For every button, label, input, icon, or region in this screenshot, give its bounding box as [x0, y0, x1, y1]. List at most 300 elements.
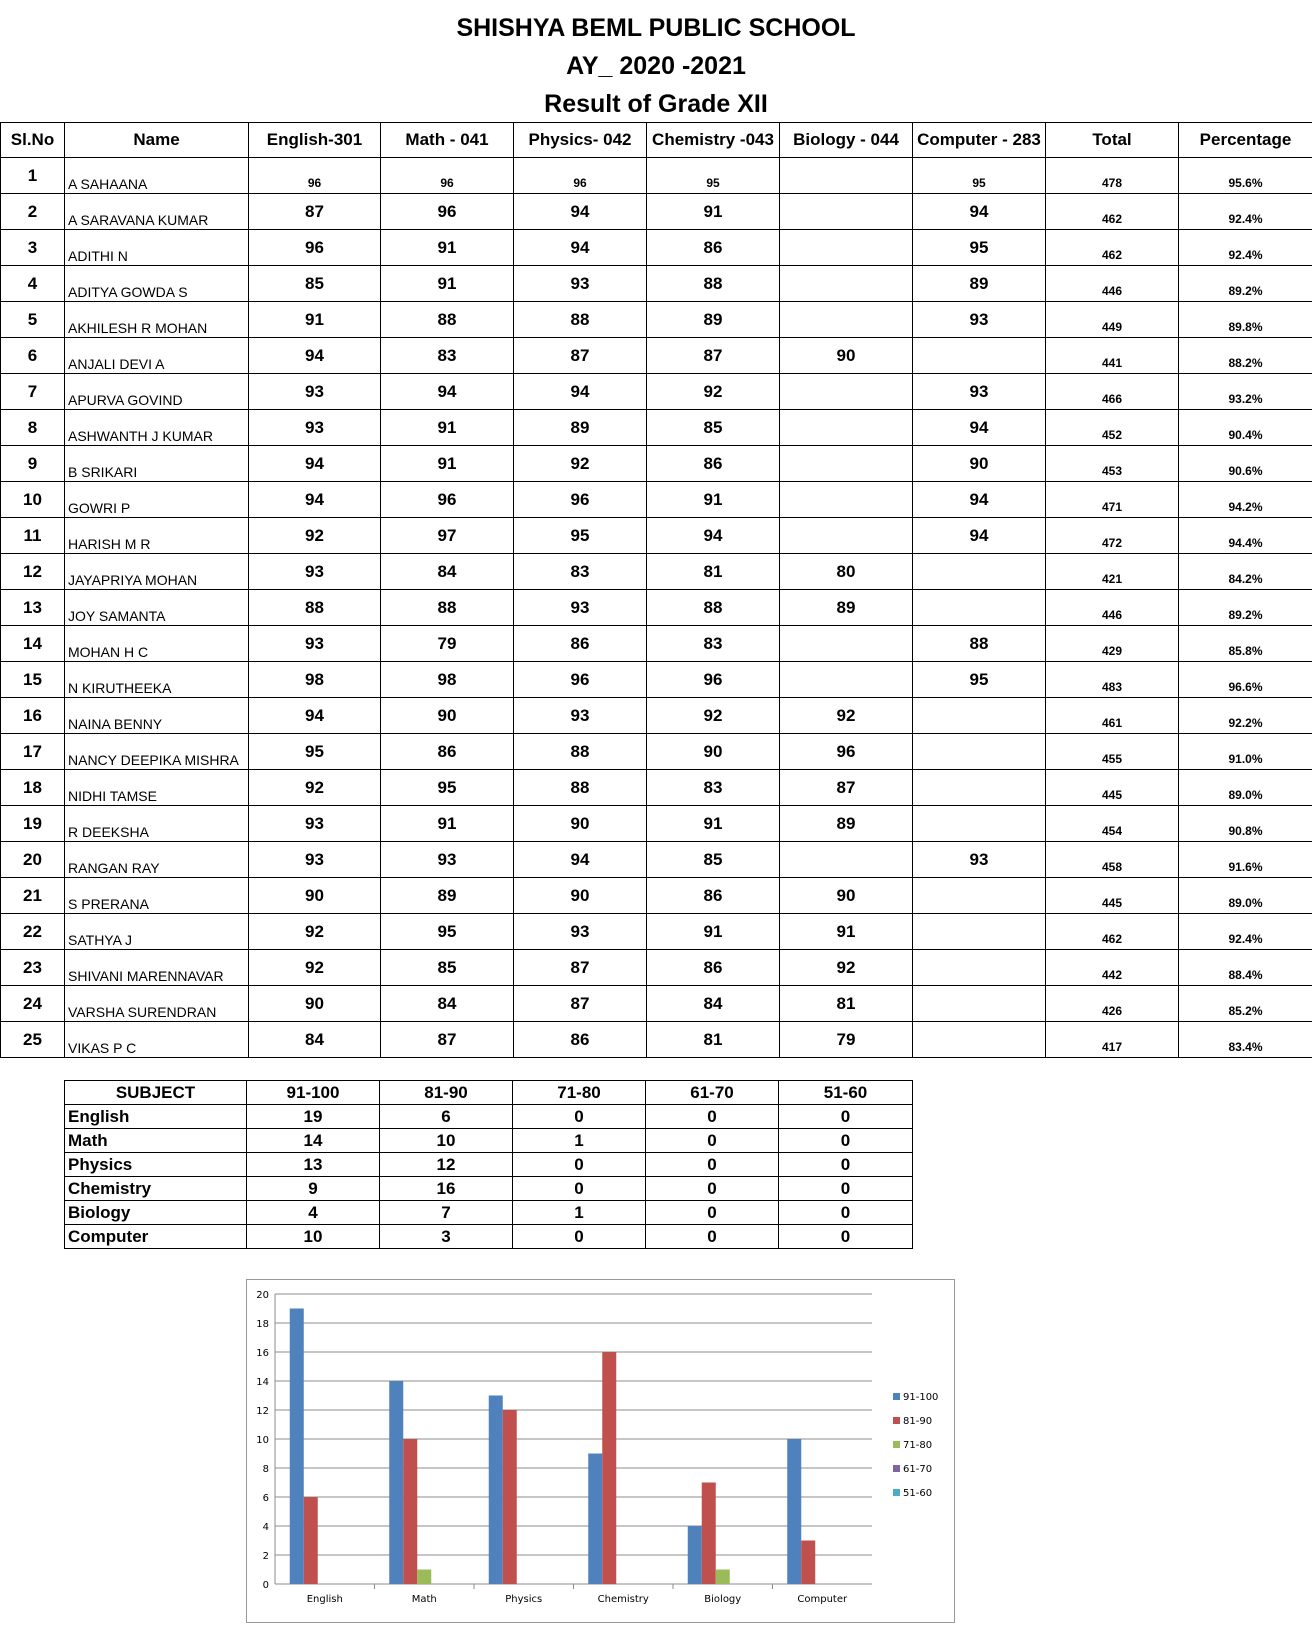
count-cell: 10 [380, 1129, 513, 1153]
subject-name: English [65, 1105, 247, 1129]
mark-cell [780, 626, 913, 662]
total-cell: 429 [1046, 626, 1179, 662]
mark-cell [913, 338, 1046, 374]
subject-name: Biology [65, 1201, 247, 1225]
student-row [1, 734, 1312, 770]
percentage-cell: 92.2% [1179, 698, 1312, 734]
count-cell: 19 [247, 1105, 380, 1129]
y-tick-label: 10 [256, 1435, 269, 1446]
x-tick-label: Biology [704, 1594, 742, 1605]
legend-label: 71-80 [903, 1440, 933, 1451]
student-row [1, 770, 1312, 806]
student-name: A SARAVANA KUMAR [65, 194, 249, 230]
total-cell: 417 [1046, 1022, 1179, 1058]
mark-cell: 88 [381, 590, 514, 626]
x-tick-label: Physics [505, 1594, 543, 1605]
legend-swatch [893, 1393, 900, 1400]
total-cell: 453 [1046, 446, 1179, 482]
mark-cell: 83 [381, 338, 514, 374]
mark-cell: 94 [913, 194, 1046, 230]
mark-cell [780, 158, 913, 194]
mark-cell: 81 [647, 554, 780, 590]
serial-number: 1 [1, 158, 65, 194]
mark-cell: 96 [647, 662, 780, 698]
mark-cell: 94 [249, 446, 381, 482]
mark-cell: 87 [249, 194, 381, 230]
student-name: ADITHI N [65, 230, 249, 266]
count-cell: 0 [779, 1177, 913, 1201]
mark-cell: 94 [514, 374, 647, 410]
mark-cell [913, 878, 1046, 914]
percentage-cell: 89.2% [1179, 266, 1312, 302]
mark-cell: 96 [249, 158, 381, 194]
mark-cell: 91 [780, 914, 913, 950]
bar [417, 1570, 431, 1585]
mark-cell: 93 [249, 626, 381, 662]
column-header: Percentage [1179, 123, 1312, 158]
mark-cell: 90 [780, 878, 913, 914]
student-row [1, 590, 1312, 626]
percentage-cell: 94.4% [1179, 518, 1312, 554]
mark-cell: 95 [381, 914, 514, 950]
mark-cell: 92 [249, 950, 381, 986]
total-cell: 462 [1046, 230, 1179, 266]
serial-number: 5 [1, 302, 65, 338]
bar [503, 1410, 517, 1584]
student-row [1, 338, 1312, 374]
percentage-cell: 95.6% [1179, 158, 1312, 194]
mark-cell: 91 [647, 482, 780, 518]
mark-cell: 86 [647, 446, 780, 482]
mark-cell: 89 [780, 590, 913, 626]
mark-cell [913, 806, 1046, 842]
mark-cell: 97 [381, 518, 514, 554]
mark-cell: 91 [249, 302, 381, 338]
student-name: R DEEKSHA [65, 806, 249, 842]
mark-cell: 93 [514, 266, 647, 302]
mark-cell: 96 [381, 158, 514, 194]
x-tick-label: English [306, 1594, 343, 1605]
legend-swatch [893, 1489, 900, 1496]
student-row [1, 626, 1312, 662]
legend-swatch [893, 1465, 900, 1472]
column-header: Chemistry -043 [647, 123, 780, 158]
percentage-cell: 89.8% [1179, 302, 1312, 338]
mark-cell: 94 [647, 518, 780, 554]
mark-cell: 96 [249, 230, 381, 266]
serial-number: 21 [1, 878, 65, 914]
student-name: MOHAN H C [65, 626, 249, 662]
student-row [1, 1022, 1312, 1058]
results-header-row [1, 123, 1312, 158]
student-name: ASHWANTH J KUMAR [65, 410, 249, 446]
count-cell: 3 [380, 1225, 513, 1249]
total-cell: 426 [1046, 986, 1179, 1022]
count-cell: 14 [247, 1129, 380, 1153]
mark-cell: 85 [249, 266, 381, 302]
serial-number: 8 [1, 410, 65, 446]
serial-number: 19 [1, 806, 65, 842]
x-tick-label: Math [411, 1594, 437, 1605]
student-name: RANGAN RAY [65, 842, 249, 878]
mark-cell: 94 [381, 374, 514, 410]
mark-cell [780, 266, 913, 302]
student-name: S PRERANA [65, 878, 249, 914]
column-header: Biology - 044 [780, 123, 913, 158]
student-name: NANCY DEEPIKA MISHRA [65, 734, 249, 770]
percentage-cell: 90.4% [1179, 410, 1312, 446]
serial-number: 22 [1, 914, 65, 950]
bar [304, 1497, 318, 1584]
student-row [1, 374, 1312, 410]
total-cell: 421 [1046, 554, 1179, 590]
mark-cell: 92 [780, 950, 913, 986]
legend-swatch [893, 1417, 900, 1424]
mark-cell [913, 590, 1046, 626]
summary-row [65, 1129, 913, 1153]
count-cell: 0 [779, 1225, 913, 1249]
mark-cell: 86 [647, 230, 780, 266]
mark-cell: 95 [647, 158, 780, 194]
mark-cell: 88 [514, 302, 647, 338]
column-header: English-301 [249, 123, 381, 158]
y-tick-label: 12 [256, 1406, 269, 1417]
y-tick-label: 16 [256, 1348, 269, 1359]
y-tick-label: 2 [262, 1551, 269, 1562]
serial-number: 20 [1, 842, 65, 878]
mark-cell: 98 [381, 662, 514, 698]
serial-number: 12 [1, 554, 65, 590]
count-cell: 0 [513, 1105, 646, 1129]
serial-number: 23 [1, 950, 65, 986]
mark-cell: 90 [780, 338, 913, 374]
mark-cell [780, 194, 913, 230]
student-row [1, 230, 1312, 266]
mark-cell: 93 [514, 914, 647, 950]
total-cell: 445 [1046, 878, 1179, 914]
y-tick-label: 6 [262, 1493, 269, 1504]
mark-cell: 85 [647, 842, 780, 878]
mark-cell [913, 698, 1046, 734]
mark-cell [780, 482, 913, 518]
serial-number: 9 [1, 446, 65, 482]
percentage-cell: 88.2% [1179, 338, 1312, 374]
total-cell: 452 [1046, 410, 1179, 446]
count-cell: 9 [247, 1177, 380, 1201]
percentage-cell: 92.4% [1179, 914, 1312, 950]
student-row [1, 194, 1312, 230]
subject-name: Chemistry [65, 1177, 247, 1201]
percentage-cell: 83.4% [1179, 1022, 1312, 1058]
y-tick-label: 14 [256, 1377, 269, 1388]
y-tick-label: 4 [262, 1522, 269, 1533]
student-row [1, 518, 1312, 554]
student-name: B SRIKARI [65, 446, 249, 482]
mark-cell: 91 [647, 806, 780, 842]
percentage-cell: 85.2% [1179, 986, 1312, 1022]
total-cell: 442 [1046, 950, 1179, 986]
total-cell: 446 [1046, 590, 1179, 626]
total-cell: 455 [1046, 734, 1179, 770]
percentage-cell: 92.4% [1179, 194, 1312, 230]
mark-cell [913, 914, 1046, 950]
mark-cell: 91 [381, 230, 514, 266]
mark-cell: 96 [514, 158, 647, 194]
mark-cell: 88 [647, 590, 780, 626]
total-cell: 483 [1046, 662, 1179, 698]
mark-cell: 86 [647, 878, 780, 914]
percentage-cell: 89.0% [1179, 770, 1312, 806]
mark-cell [913, 734, 1046, 770]
total-cell: 462 [1046, 194, 1179, 230]
percentage-cell: 91.6% [1179, 842, 1312, 878]
mark-cell: 87 [647, 338, 780, 374]
student-row [1, 482, 1312, 518]
academic-year: AY_ 2020 -2021 [566, 52, 746, 80]
mark-cell: 80 [780, 554, 913, 590]
subject-name: Computer [65, 1225, 247, 1249]
serial-number: 3 [1, 230, 65, 266]
column-header: Physics- 042 [514, 123, 647, 158]
mark-cell: 93 [913, 302, 1046, 338]
grade-summary-table [64, 1080, 913, 1249]
serial-number: 4 [1, 266, 65, 302]
mark-cell [780, 374, 913, 410]
mark-cell: 88 [381, 302, 514, 338]
serial-number: 14 [1, 626, 65, 662]
student-row [1, 446, 1312, 482]
column-header: Math - 041 [381, 123, 514, 158]
count-cell: 0 [513, 1153, 646, 1177]
count-cell: 1 [513, 1129, 646, 1153]
serial-number: 7 [1, 374, 65, 410]
percentage-cell: 93.2% [1179, 374, 1312, 410]
student-name: HARISH M R [65, 518, 249, 554]
y-tick-label: 0 [262, 1580, 269, 1591]
student-row [1, 698, 1312, 734]
mark-cell: 93 [249, 842, 381, 878]
count-cell: 0 [646, 1153, 779, 1177]
mark-cell: 83 [647, 626, 780, 662]
grade-distribution-chart [246, 1279, 955, 1623]
mark-cell: 90 [514, 878, 647, 914]
percentage-cell: 94.2% [1179, 482, 1312, 518]
summary-row [65, 1225, 913, 1249]
bar [716, 1570, 730, 1585]
column-header: Sl.No [1, 123, 65, 158]
percentage-cell: 90.8% [1179, 806, 1312, 842]
student-name: VARSHA SURENDRAN [65, 986, 249, 1022]
mark-cell: 93 [249, 806, 381, 842]
mark-cell: 91 [381, 266, 514, 302]
mark-cell: 98 [249, 662, 381, 698]
count-cell: 0 [646, 1201, 779, 1225]
mark-cell [780, 302, 913, 338]
student-row [1, 806, 1312, 842]
mark-cell: 89 [647, 302, 780, 338]
mark-cell [913, 1022, 1046, 1058]
student-row [1, 842, 1312, 878]
mark-cell: 94 [514, 230, 647, 266]
summary-column-header: 81-90 [380, 1081, 513, 1105]
total-cell: 449 [1046, 302, 1179, 338]
mark-cell: 96 [514, 482, 647, 518]
mark-cell: 86 [647, 950, 780, 986]
y-tick-label: 18 [256, 1319, 269, 1330]
count-cell: 7 [380, 1201, 513, 1225]
count-cell: 0 [779, 1129, 913, 1153]
mark-cell [913, 950, 1046, 986]
mark-cell: 84 [381, 986, 514, 1022]
mark-cell: 93 [249, 374, 381, 410]
mark-cell: 89 [913, 266, 1046, 302]
summary-column-header: SUBJECT [65, 1081, 247, 1105]
mark-cell: 81 [780, 986, 913, 1022]
student-name: GOWRI P [65, 482, 249, 518]
count-cell: 0 [646, 1177, 779, 1201]
count-cell: 12 [380, 1153, 513, 1177]
mark-cell: 94 [514, 842, 647, 878]
serial-number: 17 [1, 734, 65, 770]
mark-cell: 85 [381, 950, 514, 986]
student-name: VIKAS P C [65, 1022, 249, 1058]
count-cell: 0 [646, 1225, 779, 1249]
mark-cell: 92 [249, 914, 381, 950]
chart-svg [247, 1280, 954, 1622]
summary-row [65, 1177, 913, 1201]
mark-cell [780, 410, 913, 446]
percentage-cell: 85.8% [1179, 626, 1312, 662]
mark-cell [780, 662, 913, 698]
mark-cell: 87 [381, 1022, 514, 1058]
y-tick-label: 20 [256, 1290, 269, 1301]
mark-cell: 89 [514, 410, 647, 446]
percentage-cell: 84.2% [1179, 554, 1312, 590]
count-cell: 0 [779, 1153, 913, 1177]
mark-cell: 89 [381, 878, 514, 914]
serial-number: 25 [1, 1022, 65, 1058]
bar [588, 1454, 602, 1585]
mark-cell: 86 [514, 626, 647, 662]
student-name: SATHYA J [65, 914, 249, 950]
summary-column-header: 71-80 [513, 1081, 646, 1105]
student-name: JOY SAMANTA [65, 590, 249, 626]
mark-cell: 84 [381, 554, 514, 590]
student-name: SHIVANI MARENNAVAR [65, 950, 249, 986]
total-cell: 446 [1046, 266, 1179, 302]
mark-cell: 95 [381, 770, 514, 806]
total-cell: 454 [1046, 806, 1179, 842]
count-cell: 0 [779, 1105, 913, 1129]
count-cell: 4 [247, 1201, 380, 1225]
percentage-cell: 88.4% [1179, 950, 1312, 986]
mark-cell: 91 [381, 806, 514, 842]
mark-cell: 96 [381, 482, 514, 518]
mark-cell: 92 [647, 698, 780, 734]
mark-cell: 93 [249, 554, 381, 590]
student-row [1, 266, 1312, 302]
summary-column-header: 61-70 [646, 1081, 779, 1105]
mark-cell: 96 [514, 662, 647, 698]
student-name: NAINA BENNY [65, 698, 249, 734]
subject-name: Physics [65, 1153, 247, 1177]
student-row [1, 554, 1312, 590]
mark-cell: 86 [381, 734, 514, 770]
mark-cell: 94 [913, 482, 1046, 518]
summary-row [65, 1153, 913, 1177]
mark-cell: 92 [780, 698, 913, 734]
mark-cell: 93 [514, 698, 647, 734]
total-cell: 471 [1046, 482, 1179, 518]
summary-row [65, 1105, 913, 1129]
mark-cell: 90 [514, 806, 647, 842]
student-name: A SAHAANA [65, 158, 249, 194]
percentage-cell: 89.2% [1179, 590, 1312, 626]
serial-number: 2 [1, 194, 65, 230]
total-cell: 472 [1046, 518, 1179, 554]
count-cell: 1 [513, 1201, 646, 1225]
mark-cell: 93 [249, 410, 381, 446]
bar [290, 1309, 304, 1585]
mark-cell: 81 [647, 1022, 780, 1058]
legend-label: 51-60 [903, 1488, 933, 1499]
mark-cell [780, 230, 913, 266]
result-title: Result of Grade XII [544, 90, 768, 118]
count-cell: 16 [380, 1177, 513, 1201]
mark-cell: 90 [913, 446, 1046, 482]
bar [602, 1352, 616, 1584]
student-row [1, 950, 1312, 986]
mark-cell: 83 [514, 554, 647, 590]
column-header: Total [1046, 123, 1179, 158]
mark-cell: 90 [647, 734, 780, 770]
column-header: Name [65, 123, 249, 158]
serial-number: 13 [1, 590, 65, 626]
mark-cell: 92 [514, 446, 647, 482]
mark-cell: 93 [381, 842, 514, 878]
summary-header-row [65, 1081, 913, 1105]
summary-column-header: 51-60 [779, 1081, 913, 1105]
mark-cell: 96 [780, 734, 913, 770]
y-tick-label: 8 [262, 1464, 269, 1475]
bar [787, 1439, 801, 1584]
mark-cell: 88 [514, 734, 647, 770]
mark-cell: 95 [913, 158, 1046, 194]
count-cell: 0 [513, 1177, 646, 1201]
mark-cell: 94 [514, 194, 647, 230]
bar [403, 1439, 417, 1584]
count-cell: 0 [779, 1201, 913, 1225]
mark-cell: 95 [913, 230, 1046, 266]
mark-cell: 94 [913, 518, 1046, 554]
mark-cell: 91 [381, 410, 514, 446]
student-name: ADITYA GOWDA S [65, 266, 249, 302]
student-row [1, 986, 1312, 1022]
total-cell: 461 [1046, 698, 1179, 734]
x-tick-label: Chemistry [597, 1594, 649, 1605]
student-name: ANJALI DEVI A [65, 338, 249, 374]
legend-label: 81-90 [903, 1416, 933, 1427]
mark-cell: 93 [913, 374, 1046, 410]
serial-number: 16 [1, 698, 65, 734]
count-cell: 0 [646, 1129, 779, 1153]
percentage-cell: 90.6% [1179, 446, 1312, 482]
percentage-cell: 91.0% [1179, 734, 1312, 770]
serial-number: 10 [1, 482, 65, 518]
mark-cell: 96 [381, 194, 514, 230]
bar [801, 1541, 815, 1585]
mark-cell: 93 [913, 842, 1046, 878]
